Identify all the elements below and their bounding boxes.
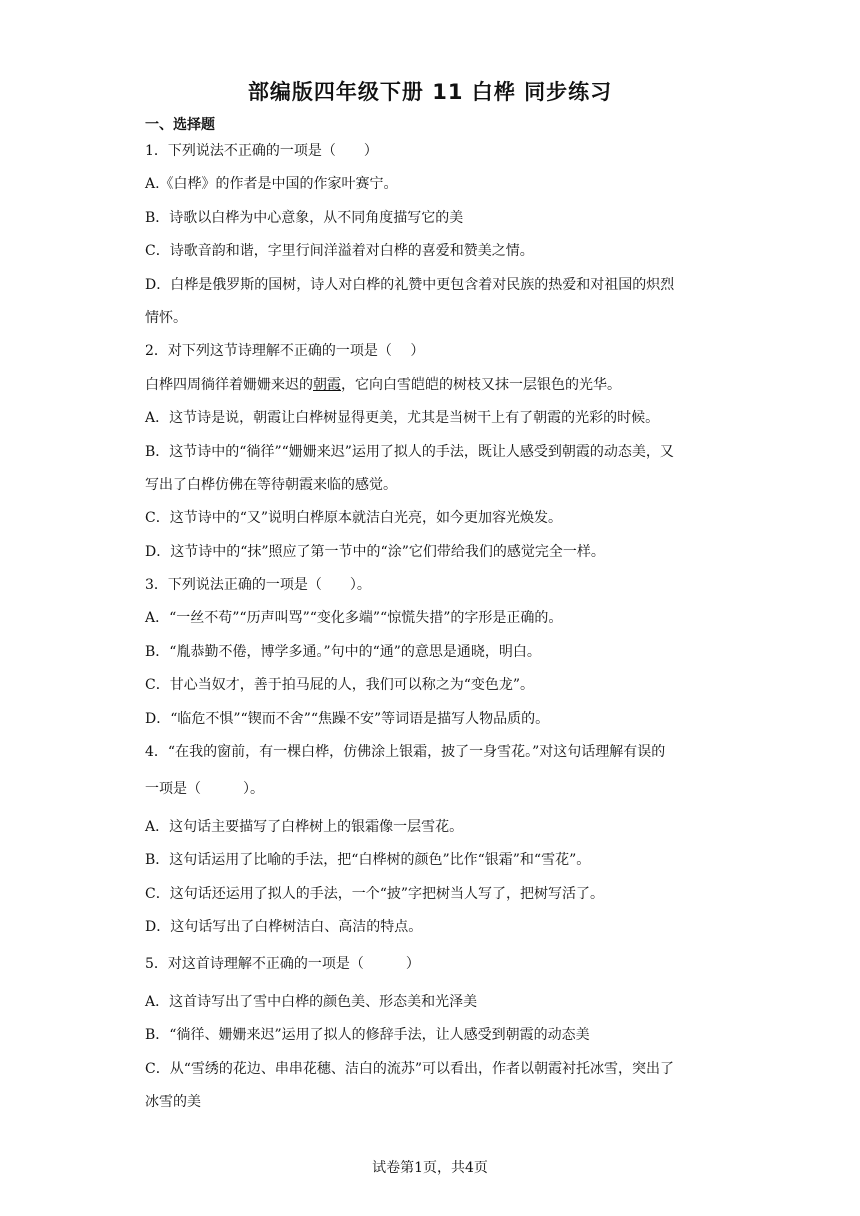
- poem-text: ，它向白雪皑皑的树枝又抹一层银色的光华。: [341, 376, 621, 393]
- poem-excerpt: [145, 369, 725, 402]
- underlined-word: 朝霞: [313, 376, 341, 393]
- page-footer: 试卷第1页，共4页: [372, 1160, 488, 1176]
- question-stem-continued: 一项是（ ）。: [145, 781, 264, 798]
- option-c: C．这节诗中的“又”说明白桦原本就洁白光亮，如今更加容光焕发。: [145, 510, 563, 527]
- question-2: [145, 335, 725, 569]
- question-4: [145, 736, 725, 944]
- option-a: A．这节诗是说，朝霞让白桦树显得更美，尤其是当树干上有了朝霞的光彩的时候。: [145, 410, 660, 427]
- question-stem: 3．下列说法正确的一项是（ ）。: [145, 577, 371, 594]
- poem-text: 白桦四周徜徉着姗姗来迟的: [145, 376, 313, 393]
- option-d: D．这节诗中的“抹”照应了第一节中的“涂”它们带给我们的感觉完全一样。: [145, 543, 605, 560]
- option-b: B．“徜徉、姗姗来迟”运用了拟人的修辞手法，让人感受到朝霞的动态美: [145, 1027, 590, 1044]
- section-heading: 一、选择题: [145, 117, 215, 133]
- option-b: B．“胤恭勤不倦，博学多通。”句中的“通”的意思是通晓，明白。: [145, 643, 541, 660]
- option-a: A．这句话主要描写了白桦树上的银霜像一层雪花。: [145, 818, 464, 835]
- option-c: C．这句话还运用了拟人的手法，一个“披”字把树当人写了，把树写活了。: [145, 885, 605, 902]
- question-1: [145, 135, 725, 335]
- option-c-continued: 冰雪的美: [145, 1093, 201, 1110]
- option-b: B．这句话运用了比喻的手法，把“白桦树的颜色”比作“银霜”和“雪花”。: [145, 852, 591, 869]
- option-a: A．这首诗写出了雪中白桦的颜色美、形态美和光泽美: [145, 993, 478, 1010]
- page-title: 部编版四年级下册 11 白桦 同步练习: [247, 80, 613, 104]
- option-c: C．甘心当奴才，善于拍马屁的人，我们可以称之为“变色龙”。: [145, 677, 535, 694]
- question-stem: 5．对这首诗理解不正确的一项是（ ）: [145, 956, 420, 973]
- option-b: B．这节诗中的“徜徉”“姗姗来迟”运用了拟人的手法，既让人感受到朝霞的动态美，又: [145, 443, 674, 460]
- option-d-continued: 情怀。: [145, 309, 187, 326]
- option-d: D．“临危不惧”“锲而不舍”“焦躁不安”等词语是描写人物品质的。: [145, 710, 550, 727]
- option-c: C．从“雪绣的花边、串串花穗、洁白的流苏”可以看出，作者以朝霞衬托冰雪，突出了: [145, 1060, 675, 1077]
- option-a: A．“一丝不苟”“历声叫骂”“变化多端”“惊慌失措”的字形是正确的。: [145, 610, 563, 627]
- option-b-continued: 写出了白桦仿佛在等待朝霞来临的感觉。: [145, 476, 397, 493]
- question-5: [145, 944, 725, 1119]
- option-a: A.《白桦》的作者是中国的作家叶赛宁。: [145, 176, 398, 193]
- question-list: [145, 135, 725, 1119]
- option-d: D．白桦是俄罗斯的国树，诗人对白桦的礼赞中更包含着对民族的热爱和对祖国的炽烈: [145, 276, 675, 293]
- option-b: B．诗歌以白桦为中心意象，从不同角度描写它的美: [145, 209, 464, 226]
- question-stem: 1．下列说法不正确的一项是（ ）: [145, 143, 378, 159]
- question-stem: 4．“在我的窗前，有一棵白桦，仿佛涂上银霜，披了一身雪花。”对这句话理解有误的: [145, 744, 666, 761]
- option-d: D．这句话写出了白桦树洁白、高洁的特点。: [145, 918, 423, 935]
- option-c: C．诗歌音韵和谐，字里行间洋溢着对白桦的喜爱和赞美之情。: [145, 243, 534, 260]
- question-3: [145, 569, 725, 736]
- question-stem: 2．对下列这节诗理解不正确的一项是（ ）: [145, 343, 425, 360]
